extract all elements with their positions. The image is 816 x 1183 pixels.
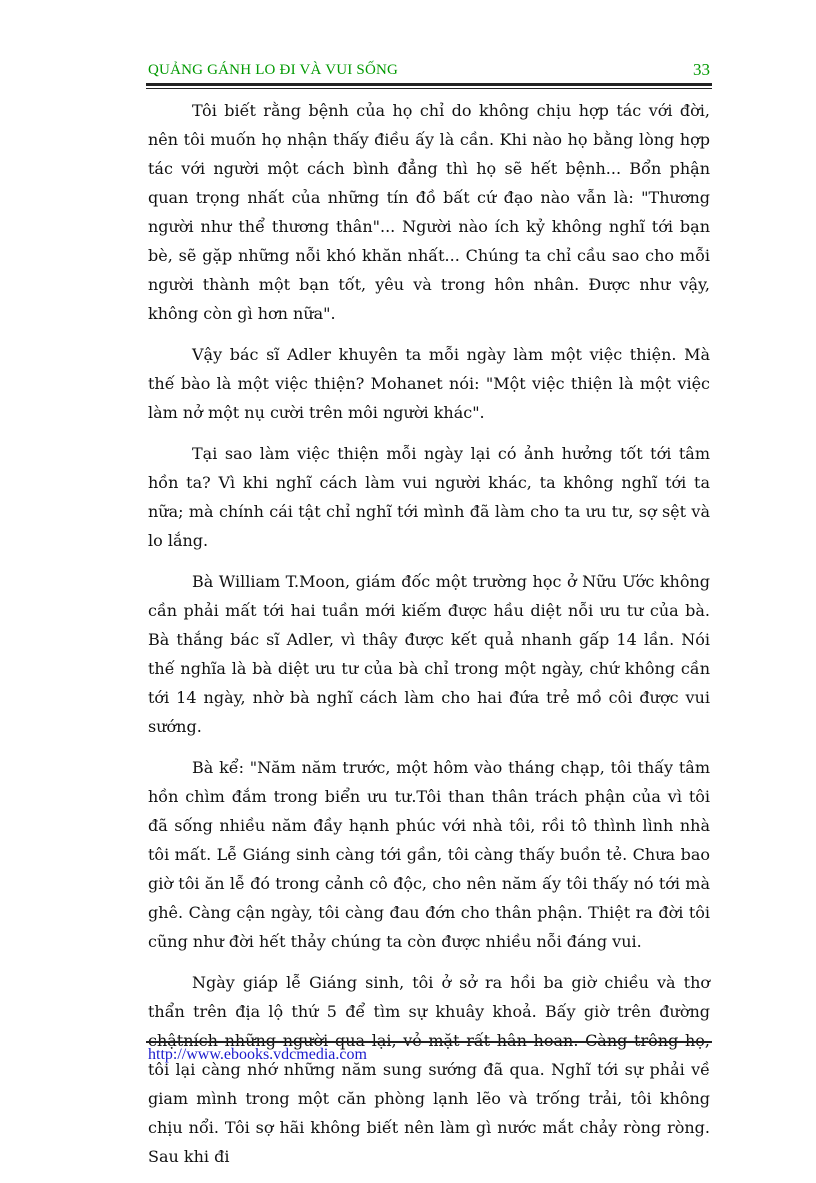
- paragraph: Vậy bác sĩ Adler khuyên ta mỗi ngày làm một việc thiện. Mà thế bào là một việc thiện? Mohanet nói: "Một việc thiện là một việc làm nở một nụ cười trên môi người khác".: [148, 345, 710, 422]
- footer-website-link[interactable]: http://www.ebooks.vdcmedia.com: [148, 1046, 367, 1063]
- paragraph: Ngày giáp lễ Giáng sinh, tôi ở sở ra hồi ba giờ chiều và thơ thẩn trên địa lộ thứ 5 để tìm sự khuây khoả. Bấy giờ trên đường chậtních những người qua lại, vẻ mặt rất hân hoan. Càng trông họ, tôi lại càng nhớ những năm sung sướng đã qua. Nghĩ tới sự phải về giam mình trong một căn phòng lạnh lẽo và trống trải, tôi không chịu nổi. Tôi sợ hãi không biết nên làm gì nước mắt chảy ròng ròng. Sau khi đi: [148, 973, 710, 1166]
- page-body: [148, 96, 710, 1183]
- header-divider-thin: [146, 88, 712, 89]
- paragraph: Bà kể: "Năm năm trước, một hôm vào tháng chạp, tôi thấy tâm hồn chìm đắm trong biển ưu tư.Tôi than thân trách phận của vì tôi đã sống nhiều năm đầy hạnh phúc với nhà tôi, rồi tô thình lình nhà tôi mất. Lễ Giáng sinh càng tới gần, tôi càng thấy buồn tẻ. Chưa bao giờ tôi ăn lễ đó trong cảnh cô độc, cho nên năm ấy tôi thấy nó tới mà ghê. Càng cận ngày, tôi càng đau đớn cho thân phận. Thiệt ra đời tôi cũng như đời hết thảy chúng ta còn được nhiều nỗi đáng vui.: [148, 758, 710, 951]
- page-header: [148, 60, 712, 84]
- header-divider: [146, 83, 712, 86]
- paragraph: Tôi biết rằng bệnh của họ chỉ do không chịu hợp tác với đời, nên tôi muốn họ nhận thấy điều ấy là cần. Khi nào họ bằng lòng hợp tác với người một cách bình đẳng thì họ sẽ hết bệnh... Bổn phận quan trọng nhất của những tín đồ bất cứ đạo nào vẫn là: "Thương người như thể thương thân"... Người nào ích kỷ không nghĩ tới bạn bè, sẽ gặp những nỗi khó khăn nhất... Chúng ta chỉ cầu sao cho mỗi người thành một bạn tốt, yêu và trong hôn nhân. Được như vậy, không còn gì hơn nữa".: [148, 101, 710, 323]
- footer-divider: [146, 1041, 712, 1043]
- paragraph: Bà William T.Moon, giám đốc một trường học ở Nữu Ước không cần phải mất tới hai tuần mới kiếm được hầu diệt nỗi ưu tư của bà. Bà thắng bác sĩ Adler, vì thây được kết quả nhanh gấp 14 lần. Nói thế nghĩa là bà diệt ưu tư của bà chỉ trong một ngày, chứ không cần tới 14 ngày, nhờ bà nghĩ cách làm cho hai đứa trẻ mồ côi được vui sướng.: [148, 572, 710, 736]
- paragraph: Tại sao làm việc thiện mỗi ngày lại có ảnh hưởng tốt tới tâm hồn ta? Vì khi nghĩ cách làm vui người khác, ta không nghĩ tới ta nữa; mà chính cái tật chỉ nghĩ tới mình đã làm cho ta ưu tư, sợ sệt và lo lắng.: [148, 444, 710, 550]
- page-number: 33: [693, 60, 710, 79]
- book-title: QUẢNG GÁNH LO ĐI VÀ VUI SỐNG: [148, 62, 399, 78]
